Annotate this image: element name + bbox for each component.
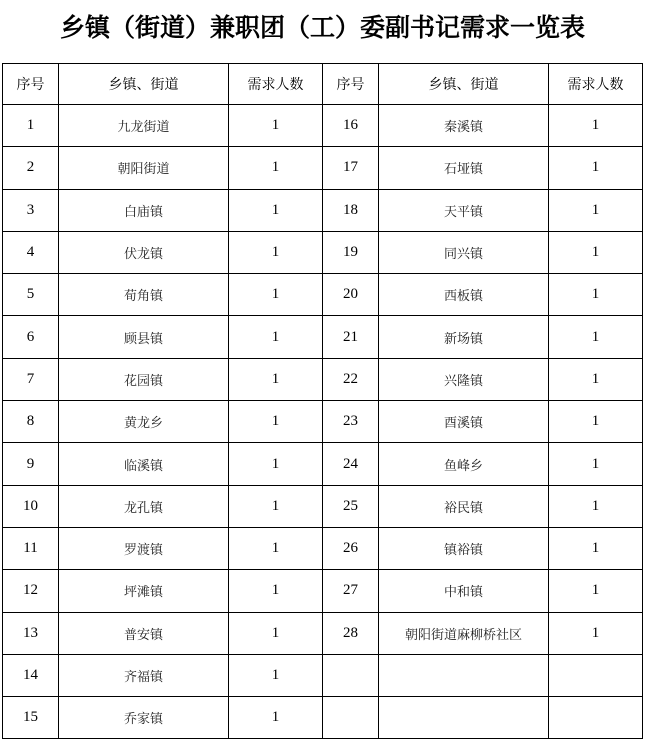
count-cell: 1: [229, 147, 323, 189]
seq-cell: 1: [3, 105, 59, 147]
count-cell: 1: [229, 485, 323, 527]
count-cell: 1: [549, 527, 643, 569]
seq-cell: 5: [3, 274, 59, 316]
header-count: 需求人数: [229, 64, 323, 105]
count-cell: 1: [229, 443, 323, 485]
seq-cell: 2: [3, 147, 59, 189]
town-cell: 九龙街道: [59, 105, 229, 147]
seq-cell: 16: [323, 105, 379, 147]
count-cell: 1: [229, 654, 323, 696]
table-row: [3, 443, 643, 485]
town-cell: 新场镇: [379, 316, 549, 358]
town-cell: 秦溪镇: [379, 105, 549, 147]
seq-cell: 18: [323, 189, 379, 231]
seq-cell: 20: [323, 274, 379, 316]
seq-cell: 4: [3, 231, 59, 273]
table-row: [3, 485, 643, 527]
table-row: [3, 570, 643, 612]
header-seq: 序号: [3, 64, 59, 105]
count-cell: 1: [549, 316, 643, 358]
seq-cell: 11: [3, 527, 59, 569]
seq-cell: 23: [323, 401, 379, 443]
seq-cell: 6: [3, 316, 59, 358]
count-cell: 1: [229, 105, 323, 147]
count-cell: 1: [229, 612, 323, 654]
header-town: 乡镇、街道: [59, 64, 229, 105]
seq-cell: [323, 697, 379, 739]
header-seq: 序号: [323, 64, 379, 105]
count-cell: 1: [549, 443, 643, 485]
count-cell: 1: [229, 189, 323, 231]
town-cell: [379, 697, 549, 739]
table-row: [3, 697, 643, 739]
town-cell: 伏龙镇: [59, 231, 229, 273]
count-cell: 1: [229, 316, 323, 358]
seq-cell: 15: [3, 697, 59, 739]
seq-cell: 25: [323, 485, 379, 527]
count-cell: 1: [549, 189, 643, 231]
table-row: [3, 654, 643, 696]
town-cell: 中和镇: [379, 570, 549, 612]
count-cell: 1: [229, 697, 323, 739]
table-row: [3, 612, 643, 654]
town-cell: 顾县镇: [59, 316, 229, 358]
table-row: [3, 231, 643, 273]
count-cell: [549, 697, 643, 739]
table-body: [3, 105, 643, 739]
count-cell: 1: [549, 358, 643, 400]
count-cell: 1: [229, 570, 323, 612]
header-town: 乡镇、街道: [379, 64, 549, 105]
town-cell: 黄龙乡: [59, 401, 229, 443]
count-cell: 1: [549, 401, 643, 443]
table-row: [3, 316, 643, 358]
table-row: [3, 527, 643, 569]
town-cell: 乔家镇: [59, 697, 229, 739]
town-cell: 西板镇: [379, 274, 549, 316]
demand-table: [2, 63, 643, 739]
page-title: 乡镇（街道）兼职团（工）委副书记需求一览表: [59, 13, 585, 42]
town-cell: 罗渡镇: [59, 527, 229, 569]
count-cell: 1: [549, 274, 643, 316]
seq-cell: 8: [3, 401, 59, 443]
table-row: [3, 401, 643, 443]
town-cell: 兴隆镇: [379, 358, 549, 400]
seq-cell: 28: [323, 612, 379, 654]
town-cell: 酉溪镇: [379, 401, 549, 443]
town-cell: 鱼峰乡: [379, 443, 549, 485]
town-cell: 裕民镇: [379, 485, 549, 527]
seq-cell: 27: [323, 570, 379, 612]
town-cell: 镇裕镇: [379, 527, 549, 569]
seq-cell: 19: [323, 231, 379, 273]
town-cell: 朝阳街道麻柳桥社区: [379, 612, 549, 654]
count-cell: 1: [229, 274, 323, 316]
town-cell: 荀角镇: [59, 274, 229, 316]
count-cell: 1: [229, 231, 323, 273]
table-row: [3, 189, 643, 231]
seq-cell: 10: [3, 485, 59, 527]
town-cell: 石垭镇: [379, 147, 549, 189]
table-row: [3, 147, 643, 189]
seq-cell: 14: [3, 654, 59, 696]
count-cell: 1: [229, 527, 323, 569]
count-cell: 1: [229, 358, 323, 400]
town-cell: 齐福镇: [59, 654, 229, 696]
count-cell: [549, 654, 643, 696]
seq-cell: 3: [3, 189, 59, 231]
town-cell: 白庙镇: [59, 189, 229, 231]
count-cell: 1: [549, 485, 643, 527]
seq-cell: [323, 654, 379, 696]
count-cell: 1: [549, 231, 643, 273]
seq-cell: 12: [3, 570, 59, 612]
seq-cell: 26: [323, 527, 379, 569]
town-cell: 天平镇: [379, 189, 549, 231]
count-cell: 1: [549, 147, 643, 189]
table-row: [3, 358, 643, 400]
town-cell: 龙孔镇: [59, 485, 229, 527]
table-header-row: [3, 64, 643, 105]
town-cell: 朝阳街道: [59, 147, 229, 189]
town-cell: 同兴镇: [379, 231, 549, 273]
count-cell: 1: [549, 612, 643, 654]
town-cell: 花园镇: [59, 358, 229, 400]
town-cell: [379, 654, 549, 696]
count-cell: 1: [549, 570, 643, 612]
count-cell: 1: [549, 105, 643, 147]
header-count: 需求人数: [549, 64, 643, 105]
seq-cell: 7: [3, 358, 59, 400]
seq-cell: 13: [3, 612, 59, 654]
seq-cell: 9: [3, 443, 59, 485]
table-row: [3, 274, 643, 316]
seq-cell: 22: [323, 358, 379, 400]
seq-cell: 21: [323, 316, 379, 358]
table-row: [3, 105, 643, 147]
count-cell: 1: [229, 401, 323, 443]
seq-cell: 17: [323, 147, 379, 189]
town-cell: 坪滩镇: [59, 570, 229, 612]
town-cell: 普安镇: [59, 612, 229, 654]
town-cell: 临溪镇: [59, 443, 229, 485]
seq-cell: 24: [323, 443, 379, 485]
